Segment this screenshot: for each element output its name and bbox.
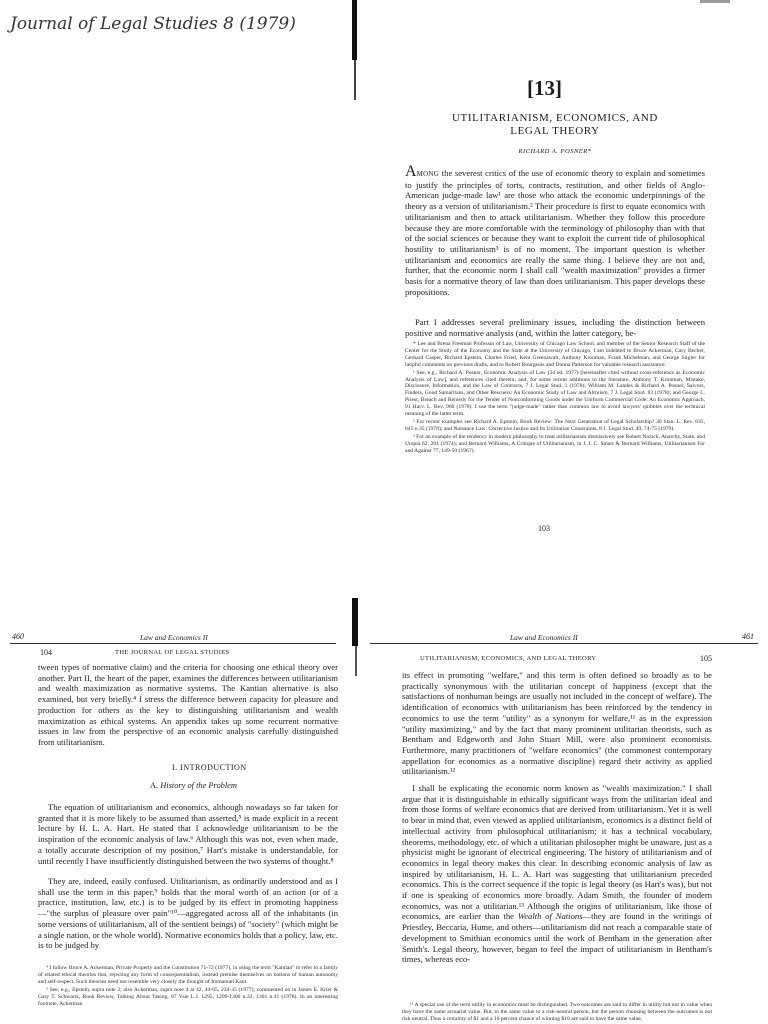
outer-page-number-460: 460 xyxy=(12,632,24,641)
intro-paragraph: tween types of normative claim) and the criteria for choosing one ethical theory over another. Part II, the heart of the paper, examines the differences between utilitarianism and wealth maximization as normative systems. The Kantian alternative is also examined, but very briefly.⁴ I stress the difference between capacity for pleasure and production for others as the key to distinguishing utilitarianism and wealth maximization as ethical systems. An appendix takes up some recurrent normative issues in law from the perspective of an economic analysis carefully distinguished from utilitarianism. xyxy=(38,662,338,747)
article-author: RICHARD A. POSNER* xyxy=(518,148,592,155)
italic-book-title: Wealth of Nations xyxy=(517,911,583,922)
paragraph-wealth-maximization xyxy=(402,783,712,965)
subsection-label: A. xyxy=(150,781,159,790)
paragraph-history-1: The equation of utilitarianism and economics, although nowadays so far taken for granted that it is more likely to be assumed than asserted,⁵ is made explicit in a recent lecture by H. L. A. Hart. He stated that I acknowledge utilitarianism to be the inspiration of the economic analysis of law.⁶ Although this was not, even when made, a totally accurate description of my position,⁷ Hart's mistake is understandable, for until recently I have insufficiently distinguished between the two systems of thought.⁸ xyxy=(38,802,338,866)
opening-paragraph xyxy=(405,163,705,297)
opening-text: the severest critics of the use of economic theory to explain and sometimes to justify the principles of torts, contracts, restitution, and other fields of Anglo-American judge-made law¹ are those who attack the economic underpinnings of the theory as a version of utilitarianism.² Their procedure is first to equate economics with utilitarianism and then to attack utilitarianism. Whether they follow this procedure because they are more comfortable with the terminology of philosophy than with that of the social sciences or because they want to exploit the current tide of philosophical hostility to utilitarianism³ is of no moment. The important question is whether utilitarianism and economics are really the same thing. I believe they are not and, further, that the economic norm I shall call "wealth maximization" provides a firmer basis for a normative theory of law than does utilitarianism. This paper develops these propositions. xyxy=(405,168,705,297)
drop-cap: A xyxy=(405,163,417,180)
page-number-105: 105 xyxy=(700,654,712,663)
opening-small-caps: MONG xyxy=(416,170,440,178)
footnote: ¹ See, e.g., Richard A. Posner, Economic Analysis of Law (2d ed. 1977) [hereinafter cited without cross-reference as Economic Analysis of Law], and references cited therein; and, for some recent additions to the literature, Anthony T. Kronman, Mistake, Disclosure, Information, and the Law of Contracts, 7 J. Legal Stud. 1 (1978); William M. Landes & Richard A. Posner, Salvors, Finders, Good Samaritans, and Other Rescuers: An Economic Study of Law and Altruism, 7 J. Legal Stud. 83 (1978); and George L. Priest, Breach and Remedy for the Tender of Nonconforming Goods under the Uniform Commercial Code: An Economic Approach, 91 Harv. L. Rev. 960 (1978). I use the term "judge-made" rather than common law to avoid lawyers' quibbles over the technical meaning of the latter term. xyxy=(405,369,705,418)
section-heading-introduction: I. INTRODUCTION xyxy=(172,763,247,772)
paragraph-text: I shall be explicating the economic norm known as "wealth maximization." I shall argue that it is distinguishable in ethically significant ways from the utilitarian ideal and from those forms of welfare economics that are derived from utilitarianism. Yet it is well to bear in mind that, even viewed as applied utilitarianism, economics is a distinct field of intellectual activity from philosophical utilitarianism; it has a technical vocabulary, theorems, methodology, etc. of which a utilitarian philosopher might be unaware, just as a physicist might be ignorant of electrical engineering. The history of utilitarianism and of economics in legal theory makes this clear. In describing economic analysis of law as inspired by utilitarianism, H. L. A. Hart was suggesting that utilitarianism preceded economics. This is the correct sequence if the topic is legal theory (as Hart's was), but not if one is speaking of economics more broadly. Adam Smith, the founder of modern economics, was not a utilitarian.¹³ Although the origins of utilitarianism, like those of economics, are earlier than the xyxy=(402,783,712,922)
footnote: ² For recent examples see Richard A. Epstein, Book Review: The Next Generation of Legal Scholarship? 30 Stan. L. Rev. 635, 645 n.35 (1978); and Nuisance Law: Corrective Justice and Its Utilitarian Constraints, 8 J. Legal Stud. 49, 74-75 (1979). xyxy=(405,418,705,432)
paragraph-part-one: Part I addresses several preliminary issues, including the distinction between positive and normative analysis (and, within the latter category, be- xyxy=(405,317,705,338)
chapter-number: [13] xyxy=(527,76,562,100)
header-rule-right xyxy=(370,643,758,644)
spine-shadow-top-fade xyxy=(354,60,356,100)
running-head-right: UTILITARIANISM, ECONOMICS, AND LEGAL THEORY xyxy=(420,655,597,662)
running-head-left: THE JOURNAL OF LEGAL STUDIES xyxy=(115,649,230,656)
outer-header-right: Law and Economics II xyxy=(510,633,578,642)
footnote: * Lee and Brena Freeman Professor of Law, University of Chicago Law School, and member of the Senior Research Staff of the Center for the Study of the Economy and the State at the University of Chicago. I am indebted to Bruce Ackerman, Gary Becker, Gerhard Casper, Richard Epstein, Charles Fried, Kent Greenawalt, Anthony Kronman, Frank Michelman, and George Stigler for helpful comments on previous drafts, and to Robert Bourgeois and Donna Patterson for valuable research assistance. xyxy=(405,341,705,368)
paragraph-welfare: its effect in promoting "welfare," and this term is often defined so broadly as to be practically synonymous with the utilitarian concept of happiness (except that the satisfactions of nonhuman beings are usually not included in the concept of welfare). The identification of economics with utilitarianism has been reinforced by the tendency in economics to use the term "utility" as a synonym for welfare,¹¹ as in the expression "utility maximizing," and by the fact that many prominent utilitarian theorists, such as Bentham and Edgeworth and John Stuart Mill, were also prominent economists. Furthermore, many practitioners of "welfare economics" (the commonest contemporary appellation for economics as a normative discipline) regard their activity as applied utilitarianism.¹² xyxy=(402,670,712,777)
footnote: ⁴ I follow Bruce A. Ackerman, Private Property and the Constitution 71-72 (1977), in using the term "Kantian" to refer to a family of related ethical theories that, rejecting any form of consequentialism, instead premise themselves on notions of human autonomy and self-respect. Such theories need not resemble very closely the thought of Immanuel Kant. xyxy=(38,965,338,985)
article-title-line1: UTILITARIANISM, ECONOMICS, AND xyxy=(452,112,658,124)
page-edge-mark xyxy=(700,0,730,3)
footnote: ⁵ See, e.g., Epstein, supra note 2; also Ackerman, supra note 4 at 42, 44-65, 234-35 (1977); commented on in James E. Krier & Gary T. Schwartz, Book Review, Talking About Taking, 87 Yale L.J. 1295, 1299-1300 n.32, 1301 n.41 (1978). In an interesting footnote, Ackerman xyxy=(38,986,338,1007)
article-title-line2: LEGAL THEORY xyxy=(510,125,600,137)
footnote: ¹¹ A special use of the term utility in economics must be distinguished. Two outcomes are said to differ in utility but not in value when they have the same actuarial value. But, to the same value to a risk-neutral person, but the person choosing between the outcomes is not risk neutral. Thus a certainty of $1 and a 10 percent chance of winning $10 are said to have the same value, xyxy=(402,1002,712,1022)
page-number-103: 103 xyxy=(538,524,550,533)
footnote: ³ For an example of the tendency in modern philosophy to treat utilitarianism dismissively see Robert Nozick, Anarchy, State, and Utopia 62, 201 (1974); and Bernard Williams, A Critique of Utilitarianism, in J. J. C. Smart & Bernard Williams, Utilitarianism For and Against 77, 149-50 (1967). xyxy=(405,433,705,454)
header-rule-left xyxy=(10,643,336,644)
footnotes-page-105 xyxy=(402,1002,712,1024)
paragraph-history-2: They are, indeed, easily confused. Utilitarianism, as ordinarily understood and as I shall use the term in this paper,⁹ holds that the moral worth of an action (or of a practice, institution, law, etc.) is to be judged by its effect in promoting happiness—"the surplus of pleasure over pain"¹⁰—aggregated across all of the inhabitants (in some versions of utilitarianism, all of the sentient beings) of "society" (which might be a single nation, or the whole world). Normative economics holds that a policy, law, etc. is to be judged by xyxy=(38,876,338,951)
paragraph-text-end: —they are found in the writings of Priestley, Beccaria, Hume, and others—utilitarianism did not reach a comparable state of development to Smithian economics until the work of Bentham in the generation after Smith's. Legal theory, however, began to feel the impact of utilitarianism in Bentham's times, whereas eco- xyxy=(402,911,713,965)
page-number-104: 104 xyxy=(40,648,52,657)
handwritten-citation: Journal of Legal Studies 8 (1979) xyxy=(10,14,296,34)
footnotes-page-103 xyxy=(405,341,705,456)
outer-header-left: Law and Economics II xyxy=(140,633,208,642)
footnotes-page-104 xyxy=(38,965,338,1008)
spine-shadow-bottom xyxy=(352,598,358,646)
outer-page-number-461: 461 xyxy=(742,632,754,641)
spine-shadow-top xyxy=(352,0,357,60)
subsection-heading xyxy=(150,781,237,790)
subsection-title: History of the Problem xyxy=(160,781,237,790)
spine-shadow-bottom-fade xyxy=(355,646,357,676)
